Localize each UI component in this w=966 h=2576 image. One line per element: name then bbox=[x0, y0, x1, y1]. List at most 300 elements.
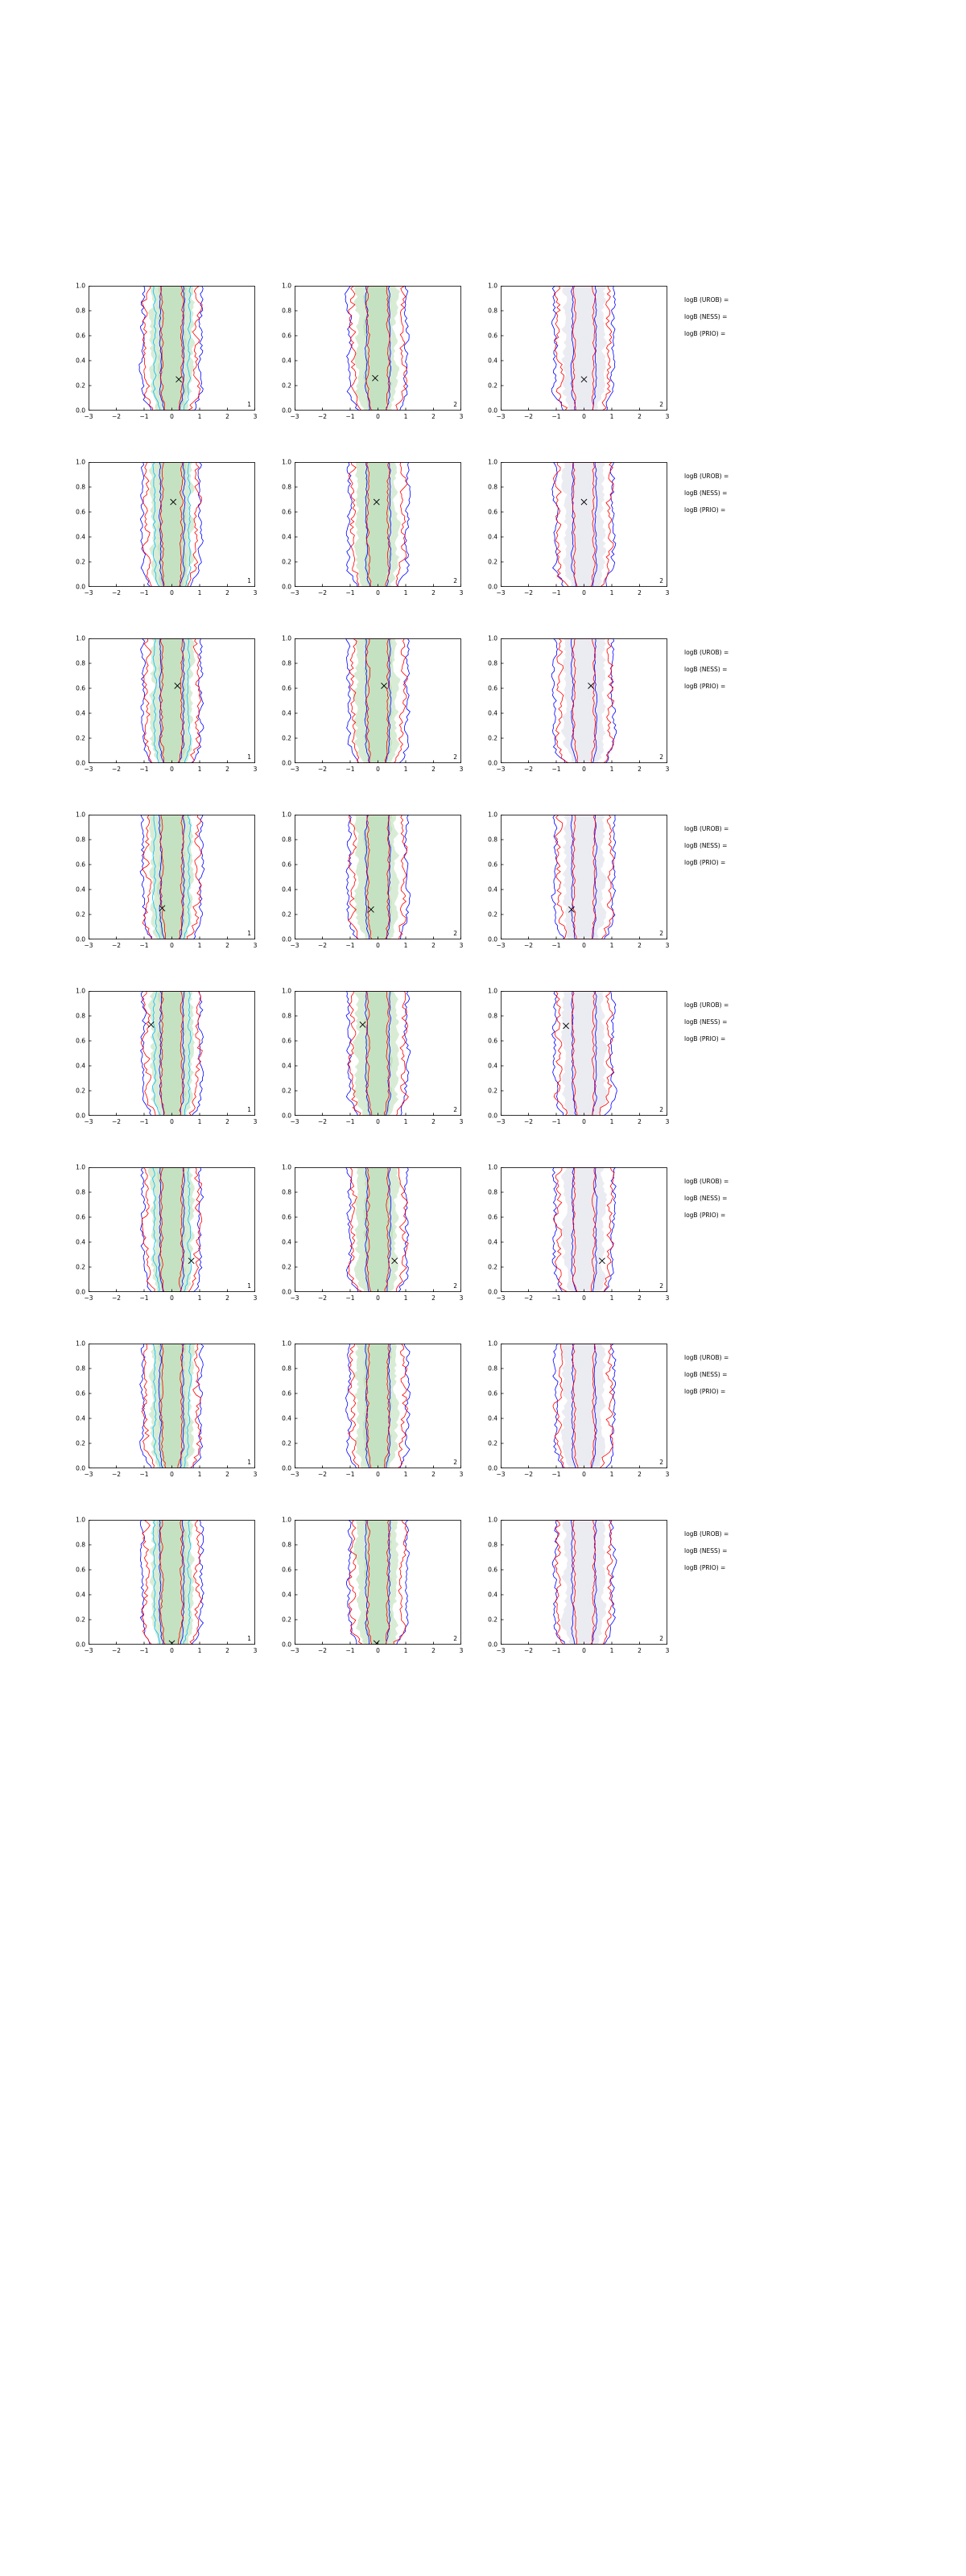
y-tick-label: 0.0 bbox=[76, 759, 85, 767]
x-tick-label: 0 bbox=[170, 589, 174, 597]
y-tick-label: 0.4 bbox=[76, 709, 85, 717]
panel-corner-label: 1 bbox=[247, 1282, 251, 1290]
y-tick-label: 0.6 bbox=[488, 1566, 497, 1574]
y-tick-label: 1.0 bbox=[488, 634, 497, 642]
y-tick-label: 1.0 bbox=[76, 811, 85, 819]
y-tick-label: 1.0 bbox=[488, 282, 497, 290]
panel-corner-label: 1 bbox=[247, 1635, 251, 1642]
panel-corner-label: 1 bbox=[247, 1106, 251, 1113]
panel-corner-label: 2 bbox=[659, 753, 663, 761]
x-tick-label: −1 bbox=[139, 589, 149, 597]
y-tick-label: 0.4 bbox=[76, 533, 85, 541]
x-tick-label: −1 bbox=[551, 766, 561, 773]
x-tick-label: −1 bbox=[139, 942, 149, 949]
x-tick-label: −3 bbox=[496, 1647, 506, 1654]
contour-plot bbox=[501, 815, 667, 939]
x-tick-label: 0 bbox=[170, 766, 174, 773]
x-tick-label: −3 bbox=[290, 1471, 299, 1478]
x-tick-label: −3 bbox=[290, 413, 299, 420]
x-tick-label: 3 bbox=[459, 413, 464, 420]
legend-entry: logB (NESS) = bbox=[684, 842, 728, 849]
contour-plot bbox=[295, 1344, 461, 1468]
y-tick-label: 0.0 bbox=[488, 1112, 497, 1120]
contour-plot bbox=[89, 1167, 255, 1292]
subplot-row bbox=[76, 458, 886, 613]
x-tick-label: 0 bbox=[376, 413, 380, 420]
x-tick-label: −1 bbox=[345, 766, 355, 773]
legend-entry: logB (PRIO) = bbox=[684, 1564, 726, 1571]
subplot-panel bbox=[488, 282, 670, 420]
y-tick-label: 0.2 bbox=[282, 910, 291, 919]
x-tick-label: 1 bbox=[197, 589, 202, 597]
panel-corner-label: 2 bbox=[659, 401, 663, 408]
x-tick-label: 1 bbox=[403, 766, 408, 773]
y-tick-label: 0.4 bbox=[282, 1591, 291, 1599]
y-tick-label: 0.6 bbox=[488, 508, 497, 516]
contour-plot bbox=[501, 1167, 667, 1292]
y-tick-label: 1.0 bbox=[488, 1516, 497, 1524]
y-tick-label: 0.4 bbox=[488, 886, 497, 894]
y-tick-label: 0.6 bbox=[282, 332, 291, 340]
y-tick-label: 0.6 bbox=[282, 1389, 291, 1397]
x-tick-label: −2 bbox=[111, 1471, 122, 1478]
x-tick-label: 2 bbox=[638, 413, 642, 420]
subplot-panel bbox=[282, 282, 464, 420]
y-tick-label: 1.0 bbox=[488, 1163, 497, 1171]
y-tick-label: 0.8 bbox=[282, 307, 291, 315]
subplot-panel bbox=[76, 811, 258, 949]
x-tick-label: −2 bbox=[317, 1294, 328, 1302]
y-tick-label: 0.2 bbox=[488, 1087, 497, 1095]
y-tick-label: 0.8 bbox=[282, 659, 291, 667]
subplot-panel bbox=[488, 811, 670, 949]
y-tick-label: 0.4 bbox=[488, 533, 497, 541]
contour-plot bbox=[501, 1520, 667, 1645]
y-tick-label: 1.0 bbox=[282, 458, 291, 466]
y-tick-label: 1.0 bbox=[76, 634, 85, 642]
y-tick-label: 1.0 bbox=[488, 1340, 497, 1348]
x-tick-label: 3 bbox=[253, 766, 258, 773]
density-fill bbox=[560, 1167, 607, 1292]
x-tick-label: 2 bbox=[431, 1647, 436, 1654]
x-tick-label: 3 bbox=[459, 1647, 464, 1654]
y-tick-label: 0.4 bbox=[282, 1238, 291, 1246]
x-tick-label: −1 bbox=[345, 1471, 355, 1478]
panel-corner-label: 2 bbox=[453, 577, 457, 584]
density-fill bbox=[560, 1344, 607, 1468]
y-tick-label: 0.0 bbox=[488, 1641, 497, 1649]
y-tick-label: 0.2 bbox=[488, 1616, 497, 1624]
x-tick-label: 1 bbox=[197, 1647, 202, 1654]
x-tick-label: −1 bbox=[139, 413, 149, 420]
y-tick-label: 0.6 bbox=[76, 1037, 85, 1045]
y-tick-label: 0.6 bbox=[488, 684, 497, 692]
x-tick-label: −1 bbox=[551, 1294, 561, 1302]
y-tick-label: 1.0 bbox=[76, 1163, 85, 1171]
panel-corner-label: 2 bbox=[453, 1282, 457, 1290]
x-tick-label: 2 bbox=[225, 1118, 229, 1125]
contour-plot bbox=[89, 1520, 255, 1645]
subplot-row bbox=[76, 1340, 886, 1495]
legend-entry: logB (PRIO) = bbox=[684, 1212, 726, 1219]
x-tick-label: −3 bbox=[496, 1471, 506, 1478]
y-tick-label: 0.4 bbox=[76, 1062, 85, 1070]
panel-corner-label: 2 bbox=[659, 1459, 663, 1466]
y-tick-label: 0.4 bbox=[76, 1591, 85, 1599]
y-tick-label: 0.2 bbox=[488, 1263, 497, 1271]
y-tick-label: 1.0 bbox=[282, 987, 291, 995]
x-tick-label: 2 bbox=[431, 766, 436, 773]
x-tick-label: 2 bbox=[225, 1294, 229, 1302]
subplot-panel bbox=[282, 1163, 464, 1302]
panel-corner-label: 2 bbox=[659, 577, 663, 584]
x-tick-label: 2 bbox=[431, 1294, 436, 1302]
y-tick-label: 0.2 bbox=[282, 382, 291, 390]
x-tick-label: 3 bbox=[253, 1118, 258, 1125]
x-tick-label: 1 bbox=[609, 413, 614, 420]
legend-entry: logB (UROB) = bbox=[684, 825, 729, 832]
y-tick-label: 0.2 bbox=[488, 734, 497, 742]
y-tick-label: 0.0 bbox=[76, 935, 85, 943]
y-tick-label: 0.8 bbox=[76, 1012, 85, 1020]
y-tick-label: 0.6 bbox=[282, 861, 291, 869]
legend-entry: logB (NESS) = bbox=[684, 1371, 728, 1378]
x-tick-label: −2 bbox=[111, 766, 122, 773]
y-tick-label: 1.0 bbox=[76, 282, 85, 290]
subplot-panel bbox=[76, 987, 258, 1125]
y-tick-label: 0.2 bbox=[488, 558, 497, 566]
y-tick-label: 0.4 bbox=[488, 709, 497, 717]
x-tick-label: 3 bbox=[459, 1118, 464, 1125]
contour-plot bbox=[89, 638, 255, 763]
x-tick-label: 2 bbox=[225, 766, 229, 773]
subplot-row bbox=[76, 282, 886, 437]
x-tick-label: 3 bbox=[459, 942, 464, 949]
y-tick-label: 0.4 bbox=[76, 1238, 85, 1246]
x-tick-label: 2 bbox=[431, 942, 436, 949]
contour-plot bbox=[501, 638, 667, 763]
contour-plot bbox=[295, 1520, 461, 1645]
x-tick-label: −3 bbox=[84, 1294, 93, 1302]
contour-plot bbox=[89, 815, 255, 939]
subplot-panel bbox=[488, 1163, 670, 1302]
y-tick-label: 0.6 bbox=[76, 684, 85, 692]
y-tick-label: 1.0 bbox=[488, 458, 497, 466]
x-tick-label: 2 bbox=[225, 1471, 229, 1478]
y-tick-label: 0.2 bbox=[76, 1616, 85, 1624]
x-tick-label: −2 bbox=[317, 1647, 328, 1654]
subplot-panel bbox=[76, 1163, 258, 1302]
y-tick-label: 1.0 bbox=[76, 1516, 85, 1524]
panel-corner-label: 2 bbox=[453, 1459, 457, 1466]
x-tick-label: −2 bbox=[523, 589, 534, 597]
x-tick-label: −2 bbox=[317, 766, 328, 773]
subplot-panel bbox=[76, 458, 258, 597]
y-tick-label: 0.8 bbox=[76, 836, 85, 844]
y-tick-label: 0.8 bbox=[76, 1364, 85, 1373]
x-tick-label: 1 bbox=[403, 589, 408, 597]
x-tick-label: −1 bbox=[345, 1647, 355, 1654]
y-tick-label: 1.0 bbox=[488, 987, 497, 995]
legend-entry: logB (UROB) = bbox=[684, 1354, 729, 1361]
x-tick-label: 1 bbox=[197, 413, 202, 420]
x-tick-label: 2 bbox=[431, 1471, 436, 1478]
x-tick-label: 2 bbox=[431, 1118, 436, 1125]
y-tick-label: 0.6 bbox=[76, 1213, 85, 1221]
y-tick-label: 0.2 bbox=[76, 558, 85, 566]
x-tick-label: 1 bbox=[197, 942, 202, 949]
x-tick-label: −3 bbox=[496, 1118, 506, 1125]
y-tick-label: 0.6 bbox=[76, 332, 85, 340]
x-tick-label: 0 bbox=[582, 1647, 586, 1654]
y-tick-label: 0.0 bbox=[76, 583, 85, 591]
x-tick-label: 0 bbox=[170, 1647, 174, 1654]
x-tick-label: 0 bbox=[376, 942, 380, 949]
x-tick-label: 1 bbox=[403, 942, 408, 949]
subplot-panel bbox=[488, 634, 670, 773]
x-tick-label: 2 bbox=[225, 413, 229, 420]
subplot-panel bbox=[76, 634, 258, 773]
x-tick-label: 0 bbox=[376, 1294, 380, 1302]
x-tick-label: 0 bbox=[376, 766, 380, 773]
y-tick-label: 0.0 bbox=[282, 935, 291, 943]
x-tick-label: −2 bbox=[111, 1647, 122, 1654]
y-tick-label: 0.2 bbox=[488, 1439, 497, 1447]
subplot-panel bbox=[488, 1340, 670, 1478]
x-tick-label: 2 bbox=[431, 413, 436, 420]
y-tick-label: 0.8 bbox=[282, 1012, 291, 1020]
y-tick-label: 0.8 bbox=[76, 1188, 85, 1196]
x-tick-label: −1 bbox=[551, 1471, 561, 1478]
x-tick-label: 1 bbox=[403, 413, 408, 420]
y-tick-label: 0.8 bbox=[76, 483, 85, 491]
x-tick-label: 2 bbox=[638, 1647, 642, 1654]
y-tick-label: 0.4 bbox=[488, 1591, 497, 1599]
x-tick-label: 3 bbox=[459, 1294, 464, 1302]
density-fill bbox=[561, 991, 608, 1116]
y-tick-label: 0.6 bbox=[76, 1566, 85, 1574]
x-tick-label: 3 bbox=[665, 1647, 670, 1654]
x-tick-label: −3 bbox=[290, 942, 299, 949]
y-tick-label: 0.6 bbox=[76, 508, 85, 516]
legend-entry: logB (NESS) = bbox=[684, 313, 728, 320]
y-tick-label: 1.0 bbox=[488, 811, 497, 819]
subplot-panel bbox=[76, 1340, 258, 1478]
y-tick-label: 0.0 bbox=[282, 1641, 291, 1649]
y-tick-label: 0.2 bbox=[282, 1439, 291, 1447]
y-tick-label: 1.0 bbox=[76, 1340, 85, 1348]
x-tick-label: −2 bbox=[111, 1294, 122, 1302]
x-tick-label: 3 bbox=[665, 1471, 670, 1478]
x-tick-label: 0 bbox=[582, 1471, 586, 1478]
x-tick-label: 3 bbox=[253, 1471, 258, 1478]
panel-corner-label: 2 bbox=[659, 1282, 663, 1290]
panel-corner-label: 2 bbox=[453, 930, 457, 937]
x-tick-label: 1 bbox=[197, 1118, 202, 1125]
subplot-grid bbox=[76, 282, 886, 1696]
x-tick-label: 1 bbox=[609, 1471, 614, 1478]
y-tick-label: 0.2 bbox=[76, 382, 85, 390]
y-tick-label: 0.2 bbox=[76, 1263, 85, 1271]
y-tick-label: 0.0 bbox=[488, 1288, 497, 1296]
y-tick-label: 0.0 bbox=[282, 1288, 291, 1296]
x-tick-label: −3 bbox=[496, 1294, 506, 1302]
x-tick-label: −1 bbox=[139, 1647, 149, 1654]
x-tick-label: −2 bbox=[523, 1471, 534, 1478]
x-tick-label: 3 bbox=[253, 589, 258, 597]
x-tick-label: 3 bbox=[665, 942, 670, 949]
x-tick-label: 1 bbox=[609, 766, 614, 773]
panel-corner-label: 2 bbox=[659, 930, 663, 937]
y-tick-label: 0.8 bbox=[488, 307, 497, 315]
y-tick-label: 0.0 bbox=[76, 1464, 85, 1472]
x-tick-label: 3 bbox=[253, 942, 258, 949]
x-tick-label: −3 bbox=[290, 589, 299, 597]
x-tick-label: 0 bbox=[582, 413, 586, 420]
x-tick-label: −3 bbox=[84, 942, 93, 949]
y-tick-label: 1.0 bbox=[282, 1163, 291, 1171]
y-tick-label: 0.6 bbox=[76, 1389, 85, 1397]
y-tick-label: 0.6 bbox=[282, 684, 291, 692]
y-tick-label: 0.0 bbox=[488, 935, 497, 943]
y-tick-label: 0.4 bbox=[282, 1414, 291, 1422]
x-tick-label: −2 bbox=[111, 413, 122, 420]
contour-plot bbox=[295, 286, 461, 411]
y-tick-label: 0.4 bbox=[282, 533, 291, 541]
y-tick-label: 0.8 bbox=[488, 1364, 497, 1373]
y-tick-label: 0.8 bbox=[76, 1541, 85, 1549]
contour-plot bbox=[501, 286, 667, 411]
x-tick-label: −1 bbox=[139, 1294, 149, 1302]
y-tick-label: 1.0 bbox=[282, 282, 291, 290]
subplot-panel bbox=[76, 1516, 258, 1654]
y-tick-label: 0.4 bbox=[488, 1062, 497, 1070]
y-tick-label: 0.2 bbox=[282, 558, 291, 566]
x-tick-label: 2 bbox=[225, 589, 229, 597]
legend-entry: logB (UROB) = bbox=[684, 473, 729, 480]
y-tick-label: 0.4 bbox=[282, 1062, 291, 1070]
legend-entry: logB (NESS) = bbox=[684, 666, 728, 673]
y-tick-label: 0.2 bbox=[282, 1616, 291, 1624]
x-tick-label: 1 bbox=[403, 1294, 408, 1302]
y-tick-label: 0.8 bbox=[282, 1364, 291, 1373]
y-tick-label: 0.4 bbox=[488, 1414, 497, 1422]
contour-plot bbox=[295, 815, 461, 939]
x-tick-label: −2 bbox=[317, 1471, 328, 1478]
legend-entry: logB (PRIO) = bbox=[684, 1388, 726, 1395]
x-tick-label: 3 bbox=[665, 589, 670, 597]
x-tick-label: 2 bbox=[638, 942, 642, 949]
x-tick-label: −2 bbox=[523, 1647, 534, 1654]
x-tick-label: 1 bbox=[403, 1118, 408, 1125]
x-tick-label: 1 bbox=[197, 1294, 202, 1302]
panel-corner-label: 1 bbox=[247, 753, 251, 761]
x-tick-label: −1 bbox=[139, 1118, 149, 1125]
y-tick-label: 0.4 bbox=[488, 357, 497, 365]
density-fill bbox=[563, 815, 607, 939]
x-tick-label: 0 bbox=[376, 1647, 380, 1654]
x-tick-label: 2 bbox=[431, 589, 436, 597]
x-tick-label: 1 bbox=[197, 766, 202, 773]
x-tick-label: −1 bbox=[551, 413, 561, 420]
subplot-row bbox=[76, 1516, 886, 1671]
subplot-panel bbox=[76, 282, 258, 420]
x-tick-label: −3 bbox=[290, 766, 299, 773]
x-tick-label: −2 bbox=[523, 942, 534, 949]
legend-entry: logB (PRIO) = bbox=[684, 1035, 726, 1042]
x-tick-label: 1 bbox=[609, 589, 614, 597]
contour-plot bbox=[89, 462, 255, 587]
x-tick-label: 0 bbox=[582, 766, 586, 773]
x-tick-label: 1 bbox=[609, 1294, 614, 1302]
y-tick-label: 0.8 bbox=[76, 659, 85, 667]
x-tick-label: 0 bbox=[582, 1294, 586, 1302]
x-tick-label: −3 bbox=[290, 1118, 299, 1125]
panel-corner-label: 2 bbox=[659, 1635, 663, 1642]
x-tick-label: −3 bbox=[496, 589, 506, 597]
legend-entry: logB (PRIO) = bbox=[684, 330, 726, 337]
y-tick-label: 0.8 bbox=[488, 659, 497, 667]
x-tick-label: 1 bbox=[609, 942, 614, 949]
legend-entry: logB (PRIO) = bbox=[684, 683, 726, 690]
x-tick-label: 3 bbox=[665, 1294, 670, 1302]
y-tick-label: 0.8 bbox=[488, 1012, 497, 1020]
subplot-row bbox=[76, 811, 886, 966]
panel-corner-label: 2 bbox=[453, 753, 457, 761]
y-tick-label: 0.8 bbox=[488, 483, 497, 491]
contour-plot bbox=[501, 991, 667, 1116]
y-tick-label: 0.8 bbox=[488, 1541, 497, 1549]
y-tick-label: 0.0 bbox=[488, 583, 497, 591]
y-tick-label: 0.8 bbox=[488, 1188, 497, 1196]
y-tick-label: 0.8 bbox=[488, 836, 497, 844]
density-fill bbox=[561, 462, 606, 587]
x-tick-label: 2 bbox=[225, 1647, 229, 1654]
subplot-row bbox=[76, 634, 886, 790]
subplot-row bbox=[76, 1163, 886, 1319]
x-tick-label: −3 bbox=[496, 413, 506, 420]
x-tick-label: 1 bbox=[197, 1471, 202, 1478]
x-tick-label: −2 bbox=[111, 1118, 122, 1125]
y-tick-label: 0.0 bbox=[488, 759, 497, 767]
panel-corner-label: 2 bbox=[453, 1635, 457, 1642]
x-tick-label: −3 bbox=[84, 413, 93, 420]
y-tick-label: 0.8 bbox=[76, 307, 85, 315]
x-tick-label: 0 bbox=[376, 1118, 380, 1125]
legend-entry: logB (NESS) = bbox=[684, 1547, 728, 1554]
x-tick-label: 3 bbox=[459, 1471, 464, 1478]
contour-plot bbox=[295, 462, 461, 587]
x-tick-label: −2 bbox=[317, 413, 328, 420]
legend-entry: logB (UROB) = bbox=[684, 1001, 729, 1009]
x-tick-label: 1 bbox=[609, 1118, 614, 1125]
x-tick-label: 3 bbox=[665, 1118, 670, 1125]
x-tick-label: −2 bbox=[317, 1118, 328, 1125]
x-tick-label: 0 bbox=[170, 1294, 174, 1302]
y-tick-label: 0.0 bbox=[488, 407, 497, 415]
y-tick-label: 0.0 bbox=[282, 1112, 291, 1120]
subplot-panel bbox=[282, 458, 464, 597]
panel-corner-label: 1 bbox=[247, 1459, 251, 1466]
contour-plot bbox=[89, 1344, 255, 1468]
x-tick-label: −2 bbox=[111, 942, 122, 949]
y-tick-label: 0.6 bbox=[282, 1037, 291, 1045]
y-tick-label: 0.2 bbox=[488, 910, 497, 919]
x-tick-label: −3 bbox=[84, 1647, 93, 1654]
x-tick-label: −3 bbox=[290, 1294, 299, 1302]
y-tick-label: 0.2 bbox=[76, 910, 85, 919]
x-tick-label: 2 bbox=[638, 1118, 642, 1125]
